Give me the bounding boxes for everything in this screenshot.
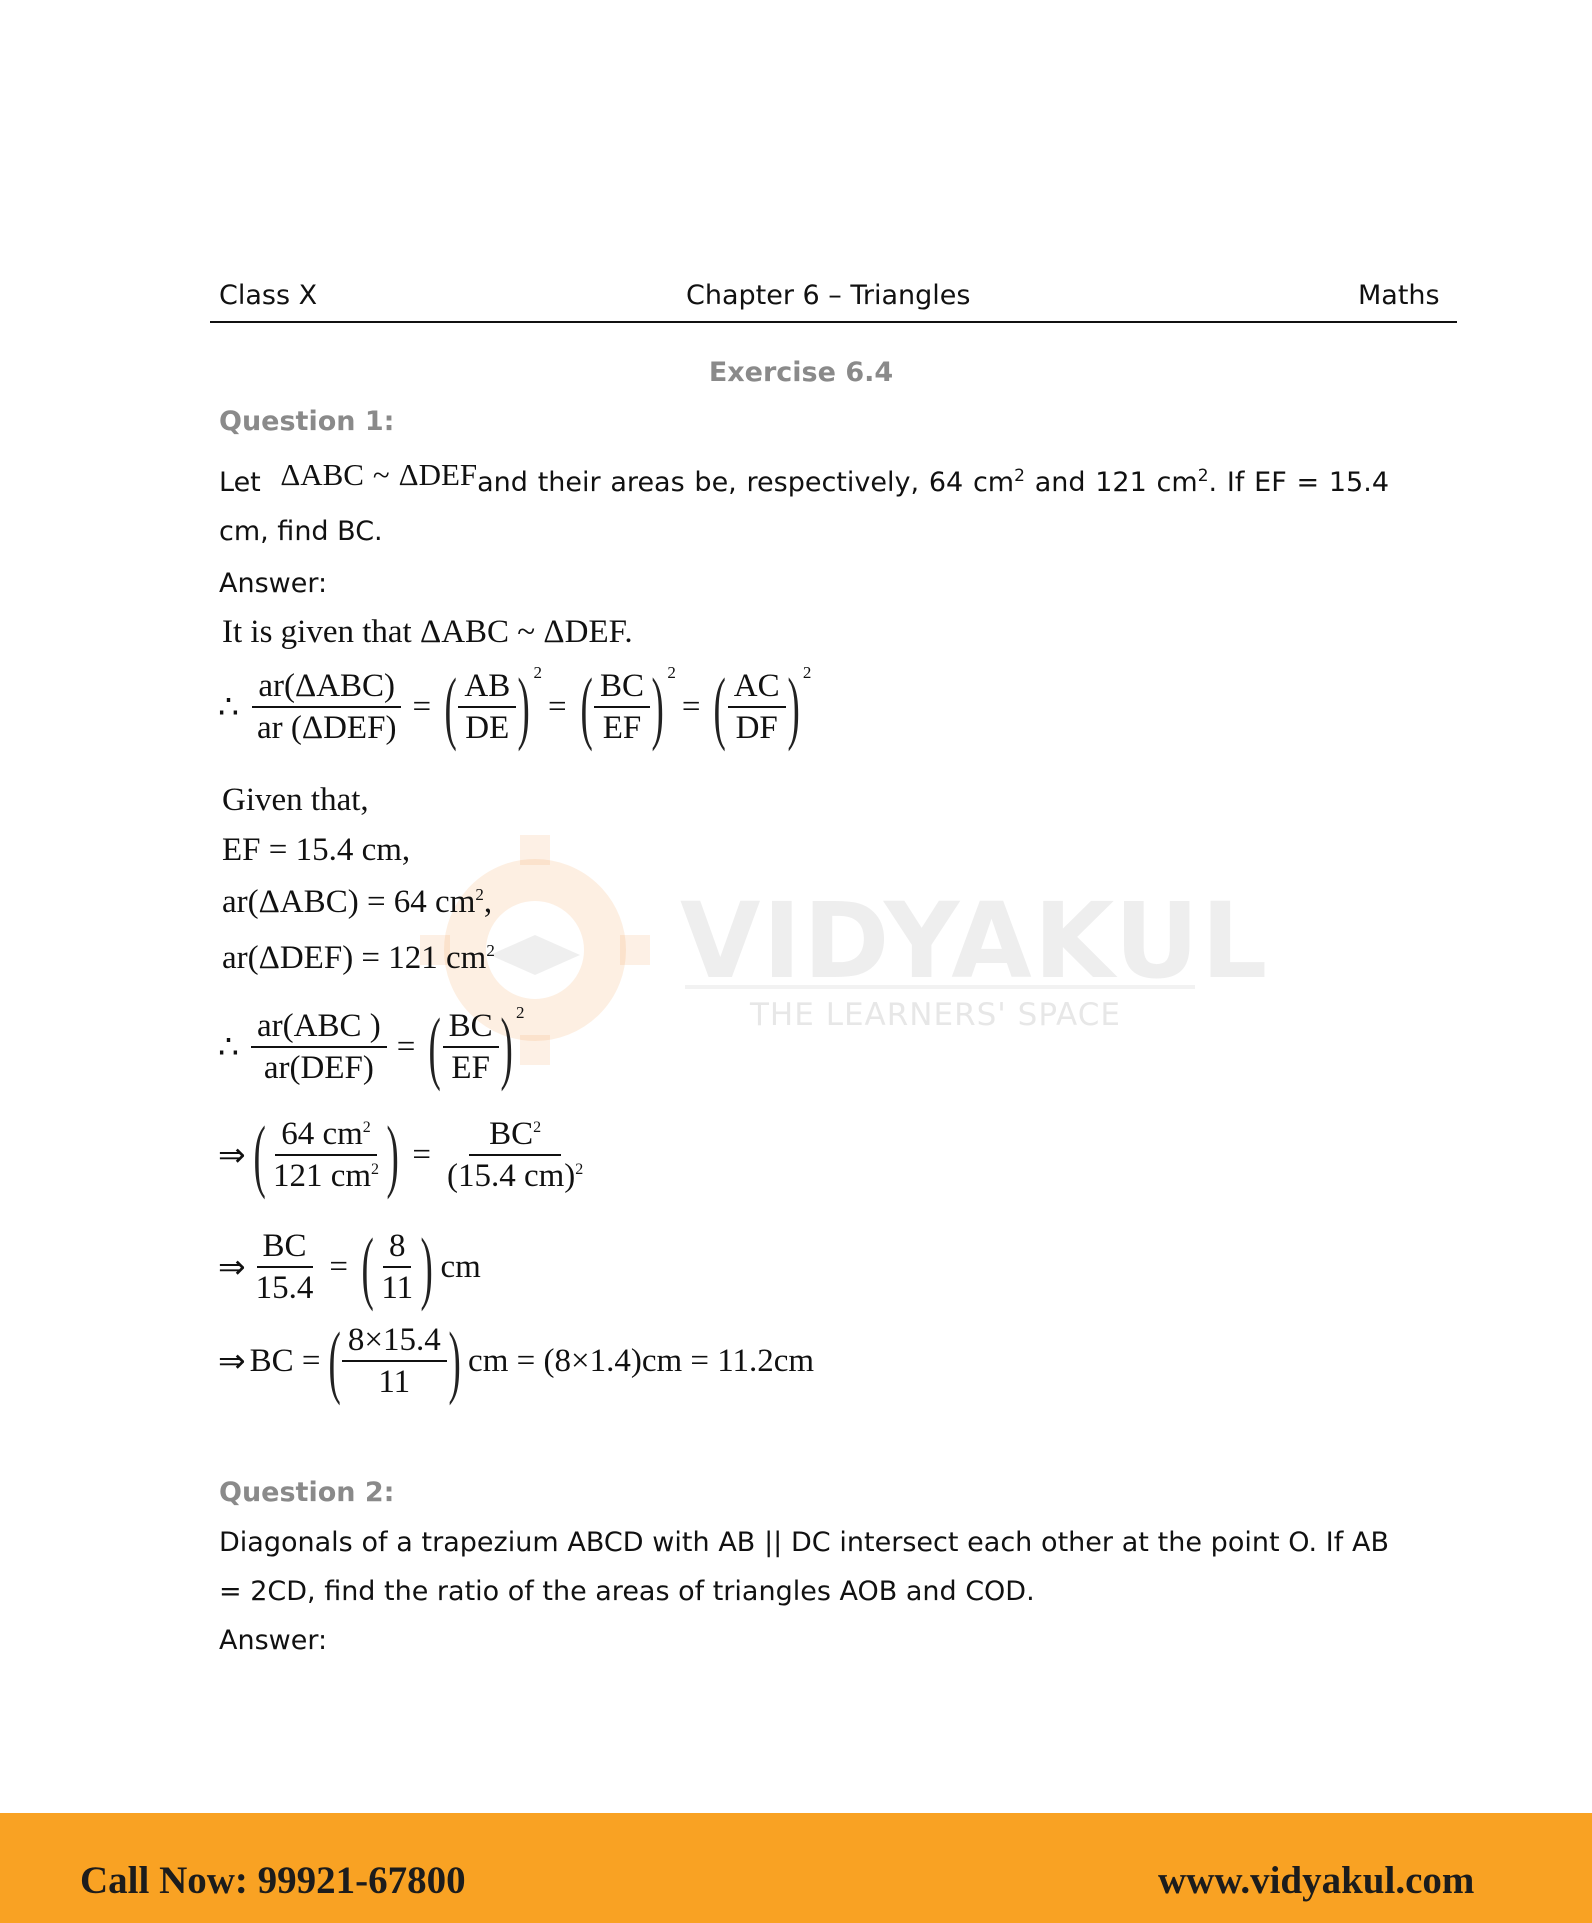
given-area-def: ar(ΔDEF) = 121 $cm^2$ [222, 940, 495, 976]
header-subject: Maths [1358, 280, 1440, 311]
watermark-underline [685, 985, 1195, 989]
footer-call-now: Call Now: 99921-67800 [80, 1859, 466, 1902]
answer-1-label: Answer: [219, 568, 328, 599]
header-class: Class X [219, 280, 318, 311]
given-that-label: Given that, [222, 782, 369, 818]
watermark [420, 835, 1270, 1065]
given-area-abc: ar(ΔABC) = 64 $cm^2$, [222, 884, 493, 920]
answer-2-label: Answer: [219, 1625, 328, 1656]
footer-website[interactable]: www.vidyakul.com [1158, 1859, 1475, 1902]
question-2-text: Diagonals of a trapezium ABCD with AB || DC intersect each other at the point O. If AB = 2CD, find the ratio of the areas of triangles AOB and COD. [219, 1527, 1389, 1607]
step-2-equation: ⇒ ( $\frac{64 cm^2}{121 cm^2}$ ) = $\frac{BC^2}{(15.4 cm)^2}$ [218, 1109, 584, 1200]
area-ratio-equation: ∴ $\frac{\text{ar(ΔABC)}}{\text{ar (ΔDEF)}}$ = ( $\frac{AB}{DE}$ ) 2 = ( $\frac{BC}{EF}$ ) 2 = ( $\frac{AC}{DF}$ ) 2 [218, 661, 812, 752]
similar-triangles-expr: ΔABC ~ ΔDEF [280, 457, 478, 492]
step-3-equation: ⇒ $\frac{BC}{15.4}$ = ( $\frac{8}{11}$ ) cm [218, 1221, 481, 1312]
watermark-subtitle: THE LEARNERS' SPACE [750, 997, 1121, 1033]
given-similarity-line: It is given that ΔABC ~ ΔDEF. [222, 614, 633, 650]
watermark-title: VIDYAKUL [680, 880, 1270, 1002]
question-1-text: Let ΔABC ~ ΔDEFand their areas be, respectively, 64 $cm^2$ and 121 $cm^2$. If EF = 15.4 cm, find BC. [219, 457, 1390, 547]
header-divider [210, 321, 1457, 323]
question-1-heading: Question 1: [219, 406, 395, 437]
step-4-equation: ⇒ BC = ( $\frac{8\times 15.4}{11}$ ) cm = (8×1.4)cm = 11.2cm [218, 1315, 815, 1406]
step-1-equation: ∴ $\frac{\text{ar(ABC )}}{\text{ar(DEF)}}$ = ( $\frac{BC}{EF}$ ) 2 [218, 1001, 525, 1092]
given-ef: EF = 15.4 cm, [222, 832, 411, 868]
question-2-heading: Question 2: [219, 1477, 395, 1508]
header-chapter: Chapter 6 – Triangles [686, 280, 971, 311]
exercise-title: Exercise 6.4 [708, 357, 894, 388]
